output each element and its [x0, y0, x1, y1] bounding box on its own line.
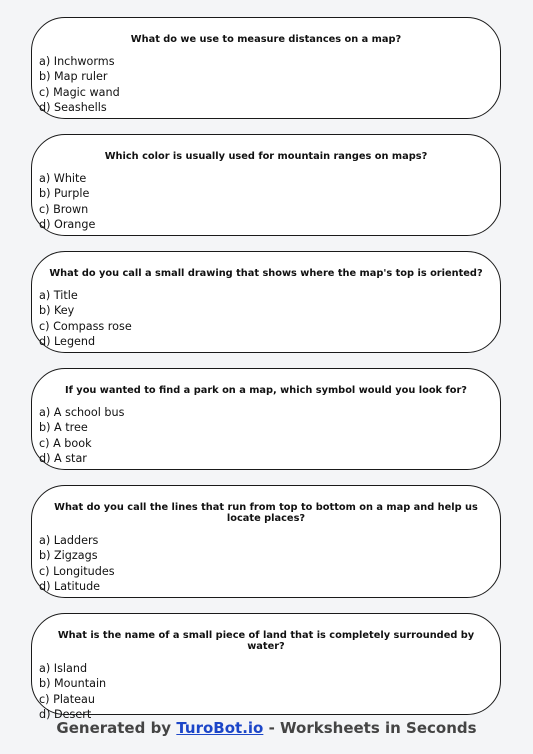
question-text: What do you call a small drawing that shows where the map's top is oriented? — [49, 268, 483, 279]
option-b: b) Zigzags — [39, 549, 98, 563]
option-d: d) Orange — [39, 217, 96, 231]
question-text: What is the name of a small piece of land that is completely surrounded by water? — [57, 630, 475, 652]
question-card-1 — [31, 17, 501, 119]
question-card-6 — [31, 613, 501, 721]
option-b: b) Key — [39, 304, 75, 318]
option-list — [32, 661, 500, 722]
option-c: c) A book — [39, 436, 92, 450]
question-text: If you wanted to find a park on a map, which symbol would you look for? — [64, 385, 467, 396]
option-b: b) Purple — [39, 187, 90, 201]
option-a: a) Title — [39, 289, 78, 302]
option-d: d) Desert — [39, 707, 92, 721]
question-card-5 — [31, 485, 501, 598]
question-text: What do you call the lines that run from top to bottom on a map and help us locate places? — [54, 502, 478, 524]
option-a: a) White — [39, 172, 87, 185]
option-list — [32, 288, 500, 349]
option-list — [32, 171, 500, 232]
option-d: d) Legend — [39, 334, 96, 348]
option-list — [32, 405, 500, 466]
question-card-3 — [31, 251, 501, 353]
option-d: d) A star — [39, 451, 87, 465]
option-list — [32, 533, 500, 594]
option-c: c) Compass rose — [39, 319, 132, 333]
option-c: c) Longitudes — [39, 564, 115, 578]
footer-suffix: - Worksheets in Seconds — [268, 719, 477, 737]
question-card-2 — [31, 134, 501, 236]
option-c: c) Plateau — [39, 692, 95, 706]
option-a: a) Inchworms — [39, 55, 115, 68]
option-a: a) Ladders — [39, 534, 99, 547]
option-b: b) Map ruler — [39, 70, 108, 84]
question-card-4 — [31, 368, 501, 470]
question-text: Which color is usually used for mountain ranges on maps? — [104, 151, 428, 162]
option-c: c) Brown — [39, 202, 89, 216]
turobot-link[interactable]: TuroBot.io — [176, 719, 264, 737]
option-d: d) Latitude — [39, 579, 101, 593]
option-list — [32, 54, 500, 115]
option-c: c) Magic wand — [39, 85, 120, 99]
option-b: b) A tree — [39, 421, 88, 435]
option-a: a) A school bus — [39, 406, 125, 419]
footer-prefix: Generated by — [56, 719, 172, 737]
question-text: What do we use to measure distances on a map? — [130, 34, 402, 45]
option-d: d) Seashells — [39, 100, 107, 114]
footer — [0, 719, 533, 737]
option-a: a) Island — [39, 662, 88, 675]
option-b: b) Mountain — [39, 677, 107, 691]
